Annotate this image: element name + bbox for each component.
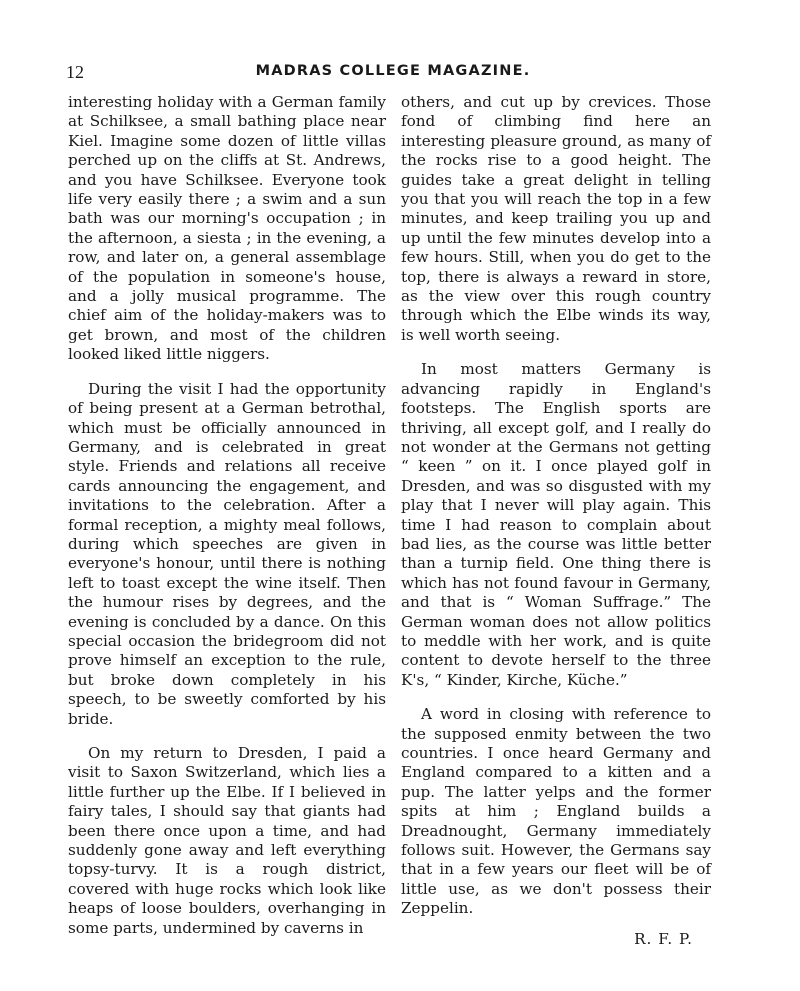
magazine-title: MADRAS COLLEGE MAGAZINE. xyxy=(255,63,531,79)
paragraph-closing: A word in closing with reference to the supposed enmity between the two countries. I once heard Germany and England compared to a kitten and a pup. The latter yelps and the former spits at him ; England builds a Dreadnought, Germany immediately follows suit. However, the Germans say that in a few years our fleet will be of little use, as we don't possess their Zeppelin. xyxy=(401,705,711,918)
paragraph-schilksee-holiday: interesting holiday with a German family at Schilksee, a small bathing place near Kiel. Imagine some dozen of little villas perched up on the cliffs at St. Andrews, and you have Schilksee. Everyone took life very easily there ; a swim and a sun bath was our morning's occupation ; in the afternoon, a siesta ; in the evening, a row, and later on, a general assemblage of the population in someone's house, and a jolly musical programme. The chief aim of the holiday-makers was to get brown, and most of the children looked liked little niggers. xyxy=(68,93,386,364)
left-column xyxy=(68,93,386,953)
author-signature: R. F. P. xyxy=(634,929,693,948)
paragraph-german-betrothal: During the visit I had the opportunity of being present at a German betrothal, which must be officially announced in Germany, and is celebrated in great style. Friends and relations all receive cards announcing the engagement, and invitations to the celebration. After a formal reception, a mighty meal follows, during which speeches are given in everyone's honour, until there is nothing left to toast except the wine itself. Then the humour rises by degrees, and the evening is concluded by a dance. On this special occasion the bridegroom did not prove himself an exception to the rule, but broke down completely in his speech, to be sweetly comforted by his bride. xyxy=(68,379,386,728)
paragraph-saxon-switzerland: On my return to Dresden, I paid a visit to Saxon Switzerland, which lies a little further up the Elbe. If I believed in fairy tales, I should say that giants had been there once upon a time, and had suddenly gone away and left everything topsy-turvy. It is a rough district, covered with huge rocks which look like heaps of loose boulders, overhanging in some parts, undermined by caverns in xyxy=(68,744,386,937)
right-column xyxy=(401,93,711,948)
page-number: 12 xyxy=(66,62,84,82)
paragraph-climbing: others, and cut up by crevices. Those fond of climbing find here an interesting pleasure ground, as many of the rocks rise to a good height. The guides take a great delight in telling you that you will reach the top in a few minutes, and keep trailing you up and up until the few minutes develop into a few hours. Still, when you do get to the top, there is always a reward in store, as the view over this rough country through which the Elbe winds its way, is well worth seeing. xyxy=(401,93,711,344)
page-header xyxy=(66,60,720,84)
paragraph-german-sports: In most matters Germany is advancing rapidly in England's footsteps. The English sports are thriving, all except golf, and I really do not wonder at the Germans not getting “ keen ” on it. I once played golf in Dresden, and was so disgusted with my play that I never will play again. This time I had reason to complain about bad lies, as the course was little better than a turnip field. One thing there is which has not found favour in Germany, and that is “ Woman Suffrage.” The German woman does not allow politics to meddle with her work, and is quite content to devote herself to the three K's, “ Kinder, Kirche, Küche.” xyxy=(401,360,711,689)
